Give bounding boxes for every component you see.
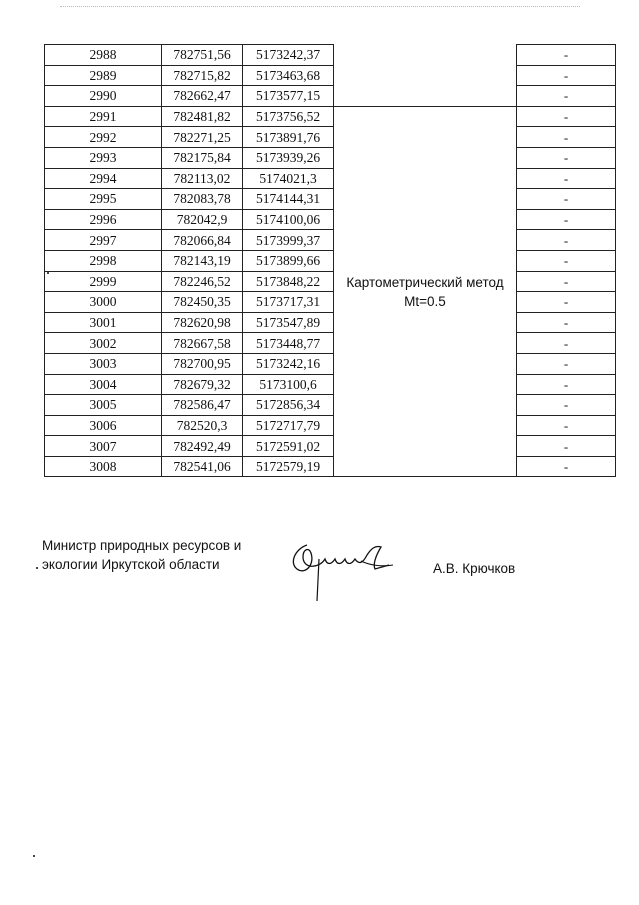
method-name: Картометрический метод: [346, 274, 504, 290]
method-cell: [334, 106, 517, 477]
table-row: [45, 209, 616, 230]
point-number-cell: 3003: [45, 353, 162, 374]
y-coordinate-cell: 5173717,31: [243, 292, 334, 313]
accuracy-dash-cell: -: [517, 189, 616, 210]
point-number-cell: 2996: [45, 209, 162, 230]
y-coordinate-cell: 5172856,34: [243, 395, 334, 416]
y-coordinate-cell: 5173448,77: [243, 333, 334, 354]
y-coordinate-cell: 5173547,89: [243, 312, 334, 333]
x-coordinate-cell: 782662,47: [162, 86, 243, 107]
y-coordinate-cell: 5174144,31: [243, 189, 334, 210]
y-coordinate-cell: 5172591,02: [243, 436, 334, 457]
y-coordinate-cell: 5172717,79: [243, 415, 334, 436]
coordinates-table: [44, 44, 616, 477]
y-coordinate-cell: 5173756,52: [243, 106, 334, 127]
handwritten-signature: [285, 535, 405, 605]
x-coordinate-cell: 782143,19: [162, 250, 243, 271]
signatory-position-line2: экологии Иркутской области: [42, 557, 220, 572]
y-coordinate-cell: 5173242,16: [243, 353, 334, 374]
accuracy-dash-cell: -: [517, 106, 616, 127]
point-number-cell: 2999: [45, 271, 162, 292]
point-number-cell: 3004: [45, 374, 162, 395]
x-coordinate-cell: 782667,58: [162, 333, 243, 354]
table-row: [45, 456, 616, 477]
table-row: [45, 415, 616, 436]
scan-speck: [36, 567, 38, 569]
x-coordinate-cell: 782541,06: [162, 456, 243, 477]
x-coordinate-cell: 782586,47: [162, 395, 243, 416]
table-row: [45, 333, 616, 354]
y-coordinate-cell: 5173100,6: [243, 374, 334, 395]
point-number-cell: 2994: [45, 168, 162, 189]
table-row: [45, 45, 616, 66]
x-coordinate-cell: 782715,82: [162, 65, 243, 86]
accuracy-dash-cell: -: [517, 312, 616, 333]
x-coordinate-cell: 782083,78: [162, 189, 243, 210]
accuracy-dash-cell: -: [517, 230, 616, 251]
scan-speck: [33, 855, 35, 857]
x-coordinate-cell: 782175,84: [162, 147, 243, 168]
method-accuracy: Mt=0.5: [404, 293, 446, 309]
method-cell-empty: [334, 86, 517, 107]
table-row: [45, 292, 616, 313]
point-number-cell: 2992: [45, 127, 162, 148]
table-row: [45, 168, 616, 189]
x-coordinate-cell: 782751,56: [162, 45, 243, 66]
point-number-cell: 2995: [45, 189, 162, 210]
accuracy-dash-cell: -: [517, 250, 616, 271]
table-row: [45, 250, 616, 271]
x-coordinate-cell: 782620,98: [162, 312, 243, 333]
table-row: [45, 147, 616, 168]
point-number-cell: 3006: [45, 415, 162, 436]
table-row: [45, 395, 616, 416]
x-coordinate-cell: 782066,84: [162, 230, 243, 251]
method-cell-empty: [334, 65, 517, 86]
y-coordinate-cell: 5172579,19: [243, 456, 334, 477]
point-number-cell: 3007: [45, 436, 162, 457]
accuracy-dash-cell: -: [517, 456, 616, 477]
x-coordinate-cell: 782271,25: [162, 127, 243, 148]
accuracy-dash-cell: -: [517, 168, 616, 189]
table-row: [45, 374, 616, 395]
signatory-name: А.В. Крючков: [433, 561, 516, 576]
x-coordinate-cell: 782042,9: [162, 209, 243, 230]
table-row: [45, 65, 616, 86]
scan-edge-line: [60, 6, 580, 7]
accuracy-dash-cell: -: [517, 45, 616, 66]
x-coordinate-cell: 782481,82: [162, 106, 243, 127]
y-coordinate-cell: 5173899,66: [243, 250, 334, 271]
accuracy-dash-cell: -: [517, 292, 616, 313]
y-coordinate-cell: 5173999,37: [243, 230, 334, 251]
accuracy-dash-cell: -: [517, 436, 616, 457]
point-number-cell: 2998: [45, 250, 162, 271]
table-row: [45, 86, 616, 107]
y-coordinate-cell: 5174021,3: [243, 168, 334, 189]
signatory-position: [42, 536, 241, 574]
point-number-cell: 2989: [45, 65, 162, 86]
scan-speck: [47, 272, 49, 274]
point-number-cell: 2991: [45, 106, 162, 127]
point-number-cell: 3005: [45, 395, 162, 416]
point-number-cell: 2988: [45, 45, 162, 66]
point-number-cell: 3001: [45, 312, 162, 333]
table-row: [45, 436, 616, 457]
y-coordinate-cell: 5173939,26: [243, 147, 334, 168]
y-coordinate-cell: 5174100,06: [243, 209, 334, 230]
accuracy-dash-cell: -: [517, 209, 616, 230]
accuracy-dash-cell: -: [517, 395, 616, 416]
point-number-cell: 2990: [45, 86, 162, 107]
accuracy-dash-cell: -: [517, 415, 616, 436]
point-number-cell: 3000: [45, 292, 162, 313]
accuracy-dash-cell: -: [517, 271, 616, 292]
coordinates-table-body: [45, 45, 616, 477]
x-coordinate-cell: 782450,35: [162, 292, 243, 313]
x-coordinate-cell: 782113,02: [162, 168, 243, 189]
point-number-cell: 2993: [45, 147, 162, 168]
point-number-cell: 3008: [45, 456, 162, 477]
signatory-position-line1: Министр природных ресурсов и: [42, 538, 242, 553]
table-row: [45, 106, 616, 127]
table-row: [45, 230, 616, 251]
y-coordinate-cell: 5173242,37: [243, 45, 334, 66]
accuracy-dash-cell: -: [517, 374, 616, 395]
accuracy-dash-cell: -: [517, 333, 616, 354]
accuracy-dash-cell: -: [517, 65, 616, 86]
accuracy-dash-cell: -: [517, 353, 616, 374]
table-row: [45, 312, 616, 333]
x-coordinate-cell: 782492,49: [162, 436, 243, 457]
table-row: [45, 353, 616, 374]
y-coordinate-cell: 5173463,68: [243, 65, 334, 86]
point-number-cell: 2997: [45, 230, 162, 251]
table-row: [45, 271, 616, 292]
table-row: [45, 127, 616, 148]
accuracy-dash-cell: -: [517, 127, 616, 148]
y-coordinate-cell: 5173891,76: [243, 127, 334, 148]
accuracy-dash-cell: -: [517, 147, 616, 168]
x-coordinate-cell: 782246,52: [162, 271, 243, 292]
x-coordinate-cell: 782520,3: [162, 415, 243, 436]
method-cell-empty: [334, 45, 517, 66]
x-coordinate-cell: 782700,95: [162, 353, 243, 374]
x-coordinate-cell: 782679,32: [162, 374, 243, 395]
y-coordinate-cell: 5173848,22: [243, 271, 334, 292]
accuracy-dash-cell: -: [517, 86, 616, 107]
table-row: [45, 189, 616, 210]
point-number-cell: 3002: [45, 333, 162, 354]
y-coordinate-cell: 5173577,15: [243, 86, 334, 107]
